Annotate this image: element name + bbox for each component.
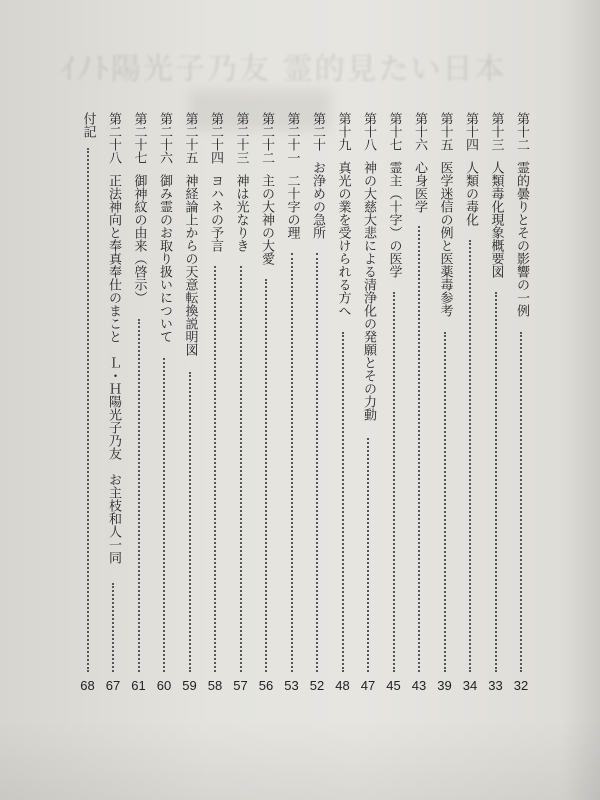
toc-entry[interactable] — [307, 112, 327, 702]
chapter-number: 第十五 — [437, 112, 453, 151]
chapter-number: 第二十八 — [106, 112, 121, 164]
toc-entry[interactable] — [409, 112, 429, 702]
show-through-text: ｲﾉﾄ陽光子乃友 霊的見たい日本 — [60, 52, 507, 84]
dot-leader — [189, 372, 191, 672]
chapter-number: 第二十一 — [284, 112, 300, 164]
toc-entry[interactable] — [103, 112, 123, 702]
toc-entry[interactable] — [486, 112, 506, 702]
chapter-title: 人類の毒化 — [463, 161, 478, 226]
dot-leader — [342, 332, 344, 672]
chapter-title: 霊的曇りとその影響の一例 — [514, 161, 529, 317]
toc-entry-text — [205, 112, 225, 252]
toc-entry[interactable] — [460, 112, 480, 702]
page-number: 57 — [233, 678, 248, 693]
chapter-number: 第十六 — [412, 112, 427, 151]
dot-leader — [291, 253, 293, 672]
chapter-title: 神は光なりき — [233, 174, 249, 252]
dot-leader — [316, 253, 318, 672]
chapter-number: 第十九 — [335, 112, 351, 151]
toc-entry[interactable] — [205, 112, 225, 702]
chapter-number: 第二十 — [310, 112, 325, 151]
toc-entry[interactable] — [435, 112, 455, 702]
chapter-number: 第二十五 — [182, 112, 198, 164]
page-number: 58 — [207, 678, 223, 693]
page-number: 52 — [309, 678, 325, 693]
toc-appendix[interactable] — [78, 112, 98, 702]
toc-entry[interactable] — [180, 112, 200, 702]
chapter-title: 御神紋の由来（啓示） — [131, 174, 147, 304]
chapter-title: 御み霊のお取り扱いについて — [157, 174, 172, 343]
toc-entry[interactable] — [282, 112, 302, 702]
appendix-label: 付記 — [80, 112, 96, 138]
page-number: 60 — [156, 678, 172, 693]
page-number: 56 — [258, 678, 274, 693]
dot-leader — [240, 266, 242, 672]
chapter-title: 二十字の理 — [284, 174, 300, 239]
dot-leader — [367, 438, 369, 672]
toc-entry[interactable] — [384, 112, 404, 702]
chapter-number: 第二十二 — [259, 112, 274, 164]
chapter-title: 霊主（十字）の医学 — [386, 161, 402, 278]
page-number: 48 — [335, 678, 350, 693]
chapter-number: 第二十四 — [208, 112, 223, 164]
chapter-title: 主の大神の大愛 — [259, 174, 274, 265]
page-number: 34 — [462, 678, 478, 693]
dot-leader — [495, 292, 497, 672]
toc-entry-text — [460, 112, 480, 226]
chapter-number: 第十八 — [361, 112, 376, 151]
page-bottom-shadow — [0, 720, 600, 800]
page-number: 61 — [131, 678, 146, 693]
chapter-number: 第十四 — [463, 112, 478, 151]
toc-entry[interactable] — [256, 112, 276, 702]
dot-leader — [163, 358, 165, 672]
chapter-number: 第二十六 — [157, 112, 172, 164]
page-number: 68 — [80, 678, 95, 693]
toc-entry-text — [358, 112, 378, 421]
chapter-title: 心身医学 — [412, 161, 427, 213]
toc-entry-text — [282, 112, 302, 239]
chapter-title: 真光の業を受けられる方へ — [335, 161, 351, 317]
toc-entry-text — [103, 112, 123, 564]
dot-leader — [138, 319, 140, 672]
page-number: 33 — [488, 678, 503, 693]
dot-leader — [469, 240, 471, 672]
chapter-number: 第十七 — [386, 112, 402, 151]
chapter-number: 第二十三 — [233, 112, 249, 164]
table-of-contents — [70, 112, 540, 702]
page-number: 45 — [386, 678, 401, 693]
chapter-number: 第十二 — [514, 112, 529, 151]
dot-leader — [520, 332, 522, 672]
toc-entry-text — [384, 112, 404, 278]
toc-entry-text — [256, 112, 276, 265]
page-number: 59 — [182, 678, 197, 693]
toc-entry[interactable] — [333, 112, 353, 702]
toc-entry-text — [409, 112, 429, 213]
page-edge-shadow — [562, 0, 600, 800]
toc-entry-text — [435, 112, 455, 317]
page-number: 32 — [513, 678, 529, 693]
dot-leader — [112, 583, 114, 672]
toc-entry-text — [154, 112, 174, 343]
chapter-number: 第十三 — [488, 112, 504, 151]
toc-entry[interactable] — [511, 112, 531, 702]
page-number: 43 — [411, 678, 427, 693]
chapter-title: ヨハネの予言 — [208, 174, 223, 252]
dot-leader — [214, 266, 216, 672]
toc-entry-text — [307, 112, 327, 239]
page-number: 53 — [284, 678, 299, 693]
chapter-title: 人類毒化現象概要図 — [488, 161, 504, 278]
toc-entry[interactable] — [154, 112, 174, 702]
chapter-title: 神経論上からの天意転換説明図 — [182, 174, 198, 356]
toc-entry-text — [180, 112, 200, 356]
dot-leader — [418, 226, 420, 672]
chapter-title: お浄めの急所 — [310, 161, 325, 239]
chapter-number: 第二十七 — [131, 112, 147, 164]
toc-entry-text — [129, 112, 149, 304]
chapter-title: 正法神向と奉真奉仕のまこと Ｌ・Ｈ陽光子乃友 お主枝和人一同 — [106, 174, 121, 564]
toc-entry-text — [486, 112, 506, 278]
chapter-title: 医学迷信の例と医薬毒参考 — [437, 161, 453, 317]
chapter-title: 神の大慈大悲による清浄化の発願とその力動 — [361, 161, 376, 421]
dot-leader — [87, 148, 89, 672]
page-number: 47 — [360, 678, 376, 693]
toc-entry-text — [333, 112, 353, 317]
dot-leader — [265, 279, 267, 672]
dot-leader — [444, 332, 446, 672]
toc-entry[interactable] — [129, 112, 149, 702]
toc-entry-text — [231, 112, 251, 252]
page-number: 67 — [105, 678, 121, 693]
toc-entry[interactable] — [358, 112, 378, 702]
page-number: 39 — [437, 678, 452, 693]
toc-entry-text — [511, 112, 531, 317]
dot-leader — [393, 292, 395, 672]
toc-entry[interactable] — [231, 112, 251, 702]
